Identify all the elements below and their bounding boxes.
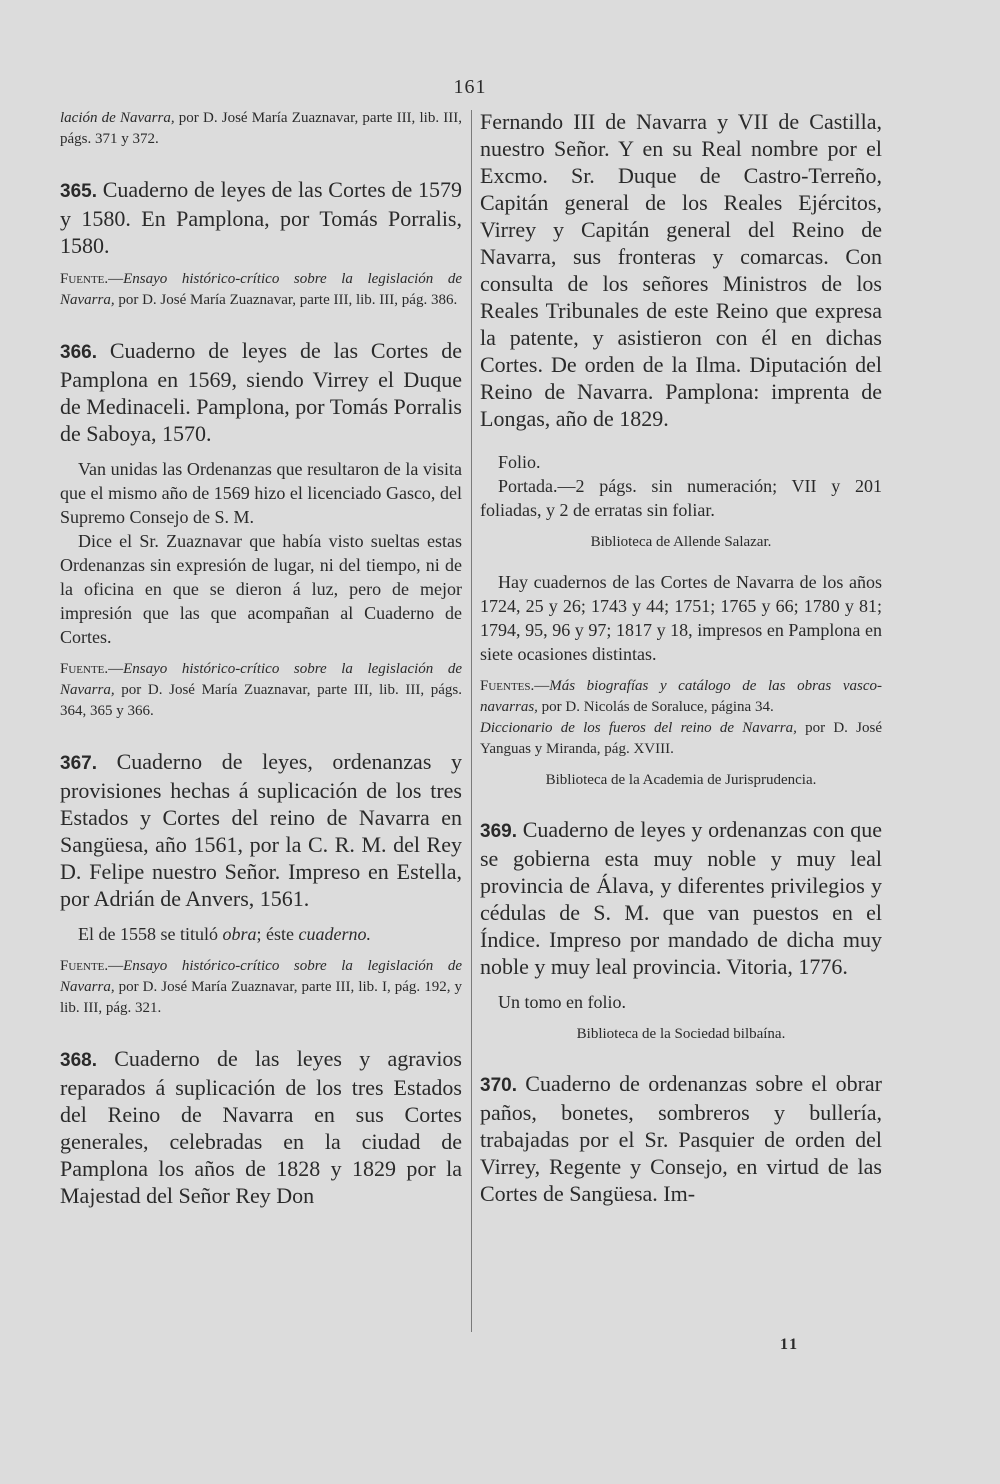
column-rule [471, 110, 472, 1332]
entry-370: 370. Cuaderno de ordenanzas sobre el obrar paños, bonetes, sombreros y bullería, trabajadas por el Sr. Pasquier de orden del Virrey, Regente y Consejo, en virtud de las Cortes de Sangüesa. Im- [480, 1071, 882, 1206]
source-365: Fuente.—Ensayo histórico-crítico sobre la legislación de Navarra, por D. José María Zuaznavar, parte III, lib. III, pág. 386. [60, 271, 462, 308]
note-369: Un tomo en folio. [498, 992, 626, 1012]
note-368-format: Folio. [498, 452, 541, 472]
note-368-pages: Portada.—2 págs. sin numeración; VII y 201 foliadas, y 2 de erratas sin foliar. [480, 476, 882, 520]
source-367: Fuente.—Ensayo histórico-crítico sobre la legislación de Navarra, por D. José María Zuaznavar, parte III, lib. I, pág. 192, y lib. III, pág. 321. [60, 958, 462, 1016]
library-368: Biblioteca de Allende Salazar. [590, 534, 772, 550]
right-column [480, 108, 882, 1207]
library-369: Biblioteca de la Sociedad bilbaína. [576, 1026, 786, 1042]
entry-367: 367. Cuaderno de leyes, ordenanzas y provisiones hechas á suplicación de los tres Estados y Cortes del reino de Navarra en Sangüesa, año 1561, por la C. R. M. del Rey D. Felipe nuestro Señor. Impreso en Estella, por Adrián de Anvers, 1561. [60, 749, 462, 911]
entry-365: 365. Cuaderno de leyes de las Cortes de 1579 y 1580. En Pamplona, por Tomás Porralis, 1580. [60, 177, 462, 258]
entry-369: 369. Cuaderno de leyes y ordenanzas con que se gobierna esta muy noble y muy leal provincia de Álava, y diferentes privilegios y cédulas de S. M. que van puestos en el Índice. Impreso por mandado de dicha muy noble y muy leal provincia. Vitoria, 1776. [480, 817, 882, 979]
source-366: Fuente.—Ensayo histórico-crítico sobre la legislación de Navarra, por D. José María Zuaznavar, parte III, lib. III, págs. 364, 365 y 366. [60, 661, 462, 719]
library-368-b: Biblioteca de la Academia de Jurisprudencia. [545, 772, 817, 788]
note-366-b: Dice el Sr. Zuaznavar que había visto sueltas estas Ordenanzas sin expresión de lugar, ni del tiempo, ni de la oficina en que se dieron á luz, pero de mejor impresión que las que acompañan al Cuaderno de Cortes. [60, 531, 462, 647]
note-368-other: Hay cuadernos de las Cortes de Navarra de los años 1724, 25 y 26; 1743 y 44; 1751; 1765 y 66; 1780 y 81; 1794, 95, 96 y 97; 1817 y 18, impresos en Pamplona en siete ocasiones distintas. [480, 572, 882, 664]
page-number: 161 [453, 76, 487, 98]
note-366-a: Van unidas las Ordenanzas que resultaron de la visita que el mismo año de 1569 hizo el licenciado Gasco, del Supremo Consejo de S. M. [60, 459, 462, 527]
signature-mark: 11 [780, 1336, 800, 1353]
entry-368-continued: Fernando III de Navarra y VII de Castilla, nuestro Señor. Y en su Real nombre por el Excmo. Sr. Duque de Castro-Terreño, Capitán general de los Reales Ejércitos, Virrey y Capitán general del Reino de Navarra, sus fronteras y comarcas. Con consulta de los señores Ministros de los Reales Tribunales de este Reino que expresa la patente, y asistieron con él en dichas Cortes. De orden de la Ilma. Diputación del Reino de Navarra. Pamplona: imprenta de Longas, año de 1829. [480, 109, 882, 431]
left-column [60, 108, 462, 1209]
entry-368: 368. Cuaderno de las leyes y agravios reparados á suplicación de los tres Estados del Reino de Navarra en sus Cortes generales, celebradas en la ciudad de Pamplona los años de 1828 y 1829 por la Majestad del Señor Rey Don [60, 1046, 462, 1208]
source-368: Fuentes.—Más biografías y catálogo de las obras vasco-navarras, por D. Nicolás de Soraluce, página 34. Diccionario de los fueros del reino de Navarra, por D. José Yanguas y Miranda, pág. XVIII. [480, 678, 882, 757]
entry-366: 366. Cuaderno de leyes de las Cortes de Pamplona en 1569, siendo Virrey el Duque de Medinaceli. Pamplona, por Tomás Porralis de Saboya, 1570. [60, 338, 462, 446]
continued-source: lación de Navarra, por D. José María Zuaznavar, parte III, lib. III, págs. 371 y 372. [60, 110, 462, 147]
note-367: El de 1558 se tituló obra; éste cuaderno. [78, 924, 371, 944]
